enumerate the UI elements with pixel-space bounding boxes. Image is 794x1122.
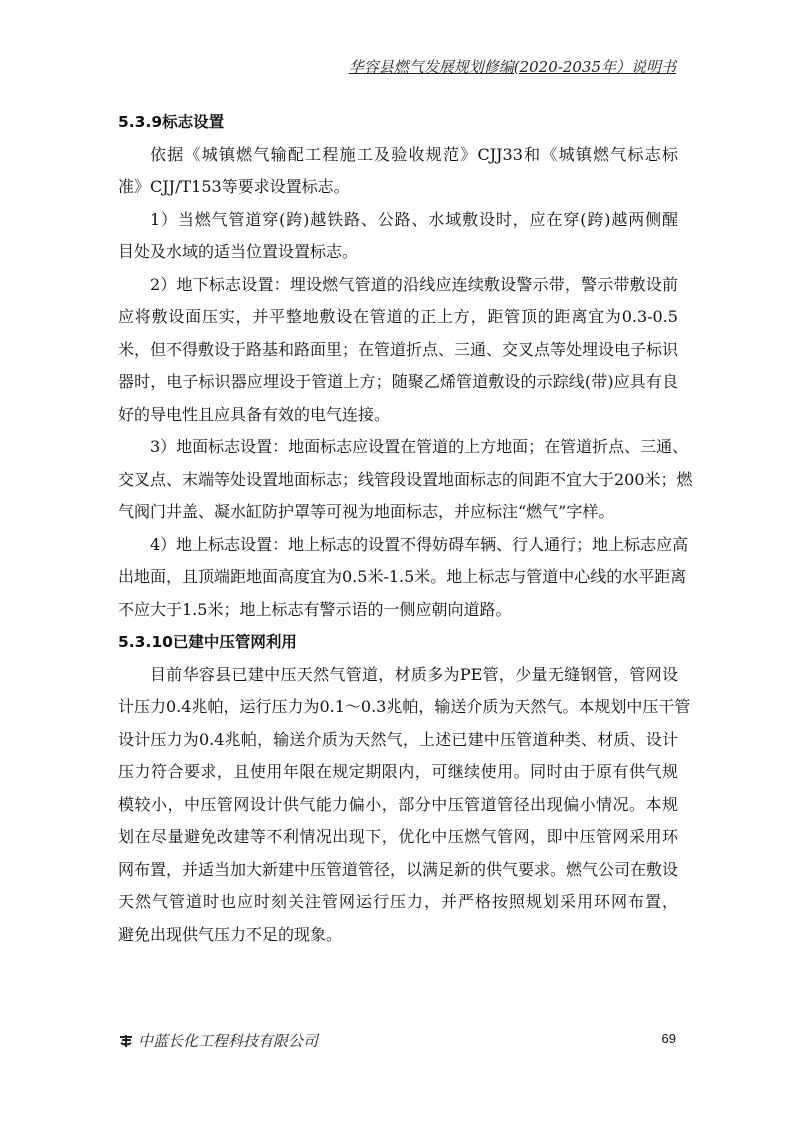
paragraph-line: 3）地面标志设置：地面标志应设置在管道的上方地面；在管道折点、三通、 <box>150 437 689 456</box>
running-header: 华容县燃气发展规划修编(2020-2035年）说明书 <box>348 58 676 76</box>
section-heading: 5.3.9标志设置 <box>118 113 225 131</box>
paragraph-line: 模较小，中压管网设计供气能力偏小，部分中压管道管径出现偏小情况。本规 <box>118 794 678 814</box>
paragraph-line: 不应大于1.5米；地上标志有警示语的一侧应朝向道路。 <box>118 599 512 619</box>
paragraph-line: 准》CJJ/T153等要求设置标志。 <box>118 177 350 196</box>
section-heading: 5.3.10已建中压管网利用 <box>118 633 297 651</box>
paragraph-line: 天然气管道时也应时刻关注管网运行压力，并严格按照规划采用环网布置， <box>118 892 678 911</box>
paragraph-line: 依据《城镇燃气输配工程施工及验收规范》CJJ33和《城镇燃气标志标 <box>150 144 678 164</box>
document-body <box>118 106 693 951</box>
paragraph-line: 器时，电子标识器应埋设于管道上方；随聚乙烯管道敷设的示踪线(带)应具有良 <box>118 372 678 391</box>
paragraph-line: 4）地上标志设置：地上标志的设置不得妨碍车辆、行人通行；地上标志应高 <box>150 534 689 554</box>
company-logo-icon <box>118 1034 134 1048</box>
paragraph-line: 出地面，且顶端距地面高度宜为0.5米-1.5米。地上标志与管道中心线的水平距离 <box>118 567 687 586</box>
paragraph-line: 好的导电性且应具备有效的电气连接。 <box>118 404 391 424</box>
paragraph-line: 划在尽量避免改建等不利情况出现下，优化中压燃气管网，即中压管网采用环 <box>118 827 678 846</box>
paragraph-line: 网布置，并适当加大新建中压管道管径，以满足新的供气要求。燃气公司在敷设 <box>118 859 679 879</box>
paragraph-line: 目前华容县已建中压天然气管道，材质多为PE管，少量无缝钢管，管网设 <box>150 664 678 684</box>
page-number: 69 <box>661 1031 676 1046</box>
paragraph-line: 计压力0.4兆帕，运行压力为0.1～0.3兆帕，输送介质为天然气。本规划中压干管 <box>118 697 691 716</box>
paragraph-line: 目处及水域的适当位置设置标志。 <box>118 242 359 261</box>
paragraph-line: 交叉点、末端等处设置地面标志；线管段设置地面标志的间距不宜大于200米；燃 <box>118 469 693 489</box>
paragraph-line: 气阀门井盖、凝水缸防护罩等可视为地面标志，并应标注“燃气”字样。 <box>118 502 615 521</box>
paragraph-line: 压力符合要求，且使用年限在规定期限内，可继续使用。同时由于原有供气规 <box>118 762 678 781</box>
footer-company: 中蓝长化工程科技有限公司 <box>138 1032 319 1050</box>
paragraph-line: 避免出现供气压力不足的现象。 <box>118 924 343 944</box>
paragraph-line: 1）当燃气管道穿(跨)越铁路、公路、水域敷设时，应在穿(跨)越两侧醒 <box>150 209 678 229</box>
paragraph-line: 应将敷设面压实，并平整地敷设在管道的正上方，距管顶的距离宜为0.3-0.5 <box>118 307 678 326</box>
footer <box>118 1030 318 1051</box>
paragraph-line: 设计压力为0.4兆帕，输送介质为天然气，上述已建中压管道种类、材质、设计 <box>118 729 678 749</box>
paragraph-line: 米，但不得敷设于路基和路面里；在管道折点、三通、交叉点等处埋设电子标识 <box>118 339 679 359</box>
paragraph-line: 2）地下标志设置：埋设燃气管道的沿线应连续敷设警示带，警示带敷设前 <box>150 274 678 294</box>
